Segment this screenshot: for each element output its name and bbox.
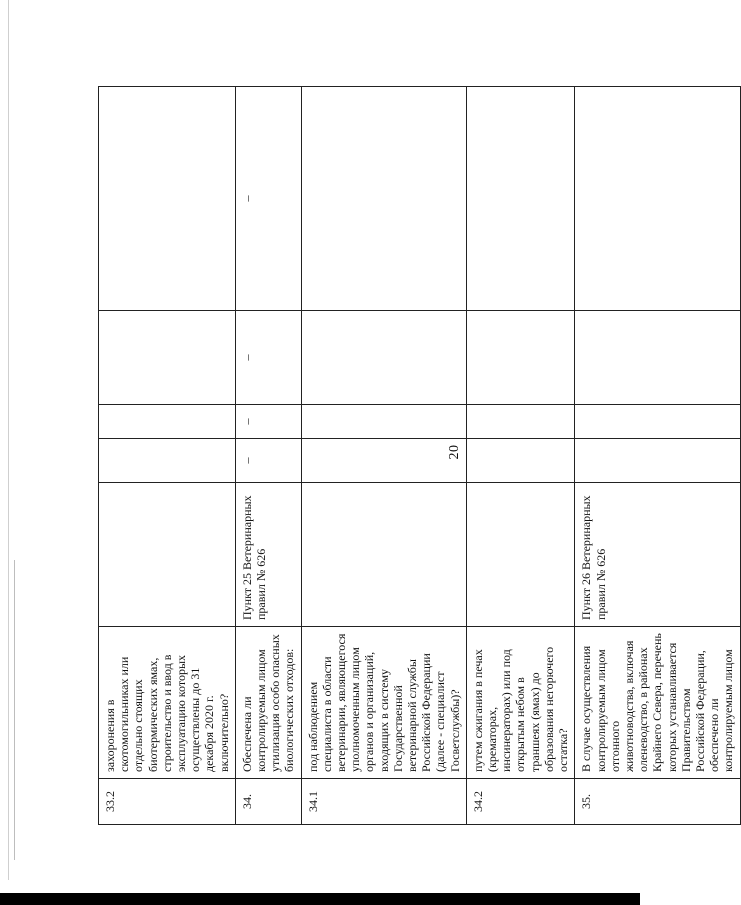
table-row xyxy=(301,87,466,825)
not-applicable-cell: – xyxy=(235,311,301,405)
answer-yes-cell: – xyxy=(235,439,301,483)
answer-no-cell xyxy=(466,405,574,439)
item-number: 34. xyxy=(235,779,301,825)
note-cell: – xyxy=(235,87,301,311)
table-row xyxy=(99,87,236,825)
question-cell: путем сжигания в печах (крематорах, инсинераторах) или под открытым небом в траншеях (ямах) до образования негорючего остатка? xyxy=(466,627,574,779)
reference-cell xyxy=(99,483,236,627)
item-number: 34.2 xyxy=(466,779,574,825)
note-cell xyxy=(301,87,466,311)
question-cell: Обеспечена ли контролируемым лицом утилизация особо опасных биологических отходов: xyxy=(235,627,301,779)
question-cell: захоронения в скотомогильниках или отдельно стоящих биотермических ямах, строительство и ввод в эксплуатацию которых осуществлены до 31 декабря 2020 г. включительно? xyxy=(99,627,236,779)
not-applicable-cell xyxy=(466,311,574,405)
item-number: 33.2 xyxy=(99,779,236,825)
table-row xyxy=(575,87,740,825)
reference-cell: Пункт 25 Ветеринарных правил № 626 xyxy=(235,483,301,627)
not-applicable-cell xyxy=(99,311,236,405)
answer-yes-cell xyxy=(99,439,236,483)
answer-no-cell xyxy=(575,405,740,439)
table-row xyxy=(466,87,574,825)
answer-yes-cell xyxy=(301,439,466,483)
note-cell xyxy=(466,87,574,311)
note-cell xyxy=(575,87,740,311)
answer-yes-cell xyxy=(575,439,740,483)
answer-no-cell xyxy=(301,405,466,439)
not-applicable-cell xyxy=(301,311,466,405)
question-cell: В случае осуществления контролируемым лицом отгонного животноводства, включая оленеводство, в районах Крайнего Севера, перечень которых устанавливается Правительством Российской Федерации, обеспечено ли контролируемым лицом xyxy=(575,627,740,779)
page-number: 20 xyxy=(447,444,462,460)
answer-no-cell xyxy=(99,405,236,439)
note-cell xyxy=(99,87,236,311)
reference-cell: Пункт 26 Ветеринарных правил № 626 xyxy=(575,483,740,627)
not-applicable-cell xyxy=(575,311,740,405)
answer-no-cell: – xyxy=(235,405,301,439)
table-row xyxy=(235,87,301,825)
item-number: 35. xyxy=(575,779,740,825)
reference-cell xyxy=(466,483,574,627)
item-number: 34.1 xyxy=(301,779,466,825)
question-cell: под наблюдением специалиста в области ветеринарии, являющегося уполномоченным лицом органов и организаций, входящих в систему Государственной ветеринарной службы Российской Федерации (далее - специалист Госветслужбы)? xyxy=(301,627,466,779)
reference-cell xyxy=(301,483,466,627)
answer-yes-cell xyxy=(466,439,574,483)
checklist-table xyxy=(98,86,741,825)
